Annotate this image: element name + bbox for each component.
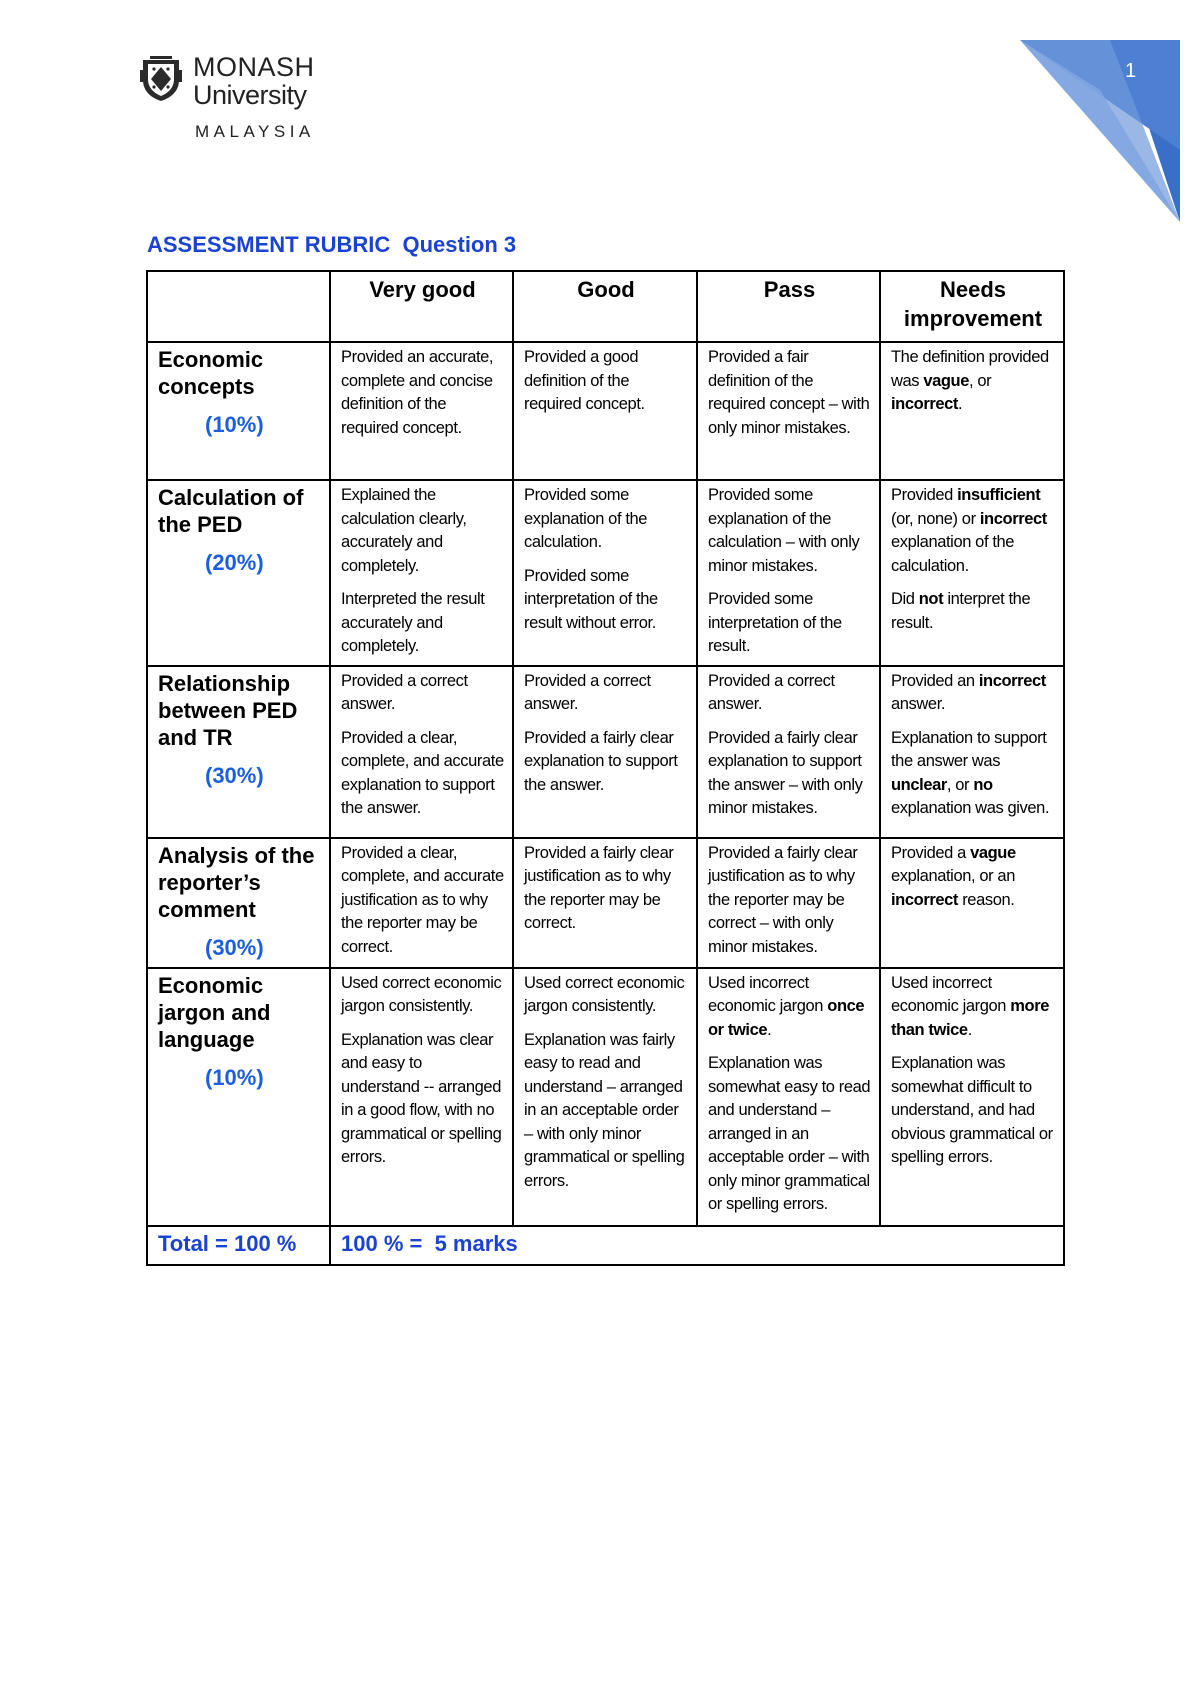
rubric-table	[146, 270, 1065, 1266]
rubric-row	[147, 838, 1064, 968]
descriptor-cell	[697, 838, 880, 968]
page-title: ASSESSMENT RUBRIC Question 3	[147, 232, 517, 257]
page-number: 1	[1125, 60, 1137, 82]
descriptor-cell	[330, 480, 513, 666]
descriptor-text: Provided a correct answer.	[524, 671, 651, 713]
descriptor-cell	[880, 838, 1064, 968]
criterion-weight: (10%)	[205, 1064, 264, 1090]
header-row	[147, 271, 1064, 342]
criterion-cell	[147, 342, 330, 480]
criterion-weight: (30%)	[205, 762, 264, 788]
descriptor-cell	[513, 480, 697, 666]
descriptor-text: Provided some explanation of the calculation.	[524, 486, 648, 551]
descriptor-text: Provided a fairly clear explanation to support the answer – with only minor mistakes.	[708, 728, 863, 817]
descriptor-text: Used correct economic jargon consistently.	[524, 973, 685, 1015]
descriptor-text: Provided a correct answer.	[708, 671, 835, 713]
descriptor-text: Provided an accurate, complete and concise definition of the required concept.	[341, 348, 494, 437]
descriptor-cell	[330, 666, 513, 838]
descriptor-text: Interpreted the result accurately and completely.	[341, 590, 485, 655]
descriptor-cell	[697, 342, 880, 480]
descriptor-text: Provided a fairly clear justification as to why the reporter may be correct.	[524, 843, 674, 932]
criterion-cell	[147, 968, 330, 1226]
descriptor-cell	[880, 968, 1064, 1226]
descriptor-text: Used incorrect economic jargon more than twice.	[891, 973, 1050, 1039]
criterion-weight: (10%)	[205, 412, 264, 437]
total-row	[147, 1226, 1064, 1265]
corner-decoration	[900, 0, 1200, 230]
header-empty	[147, 271, 330, 342]
criterion-name: Economic jargon and language	[158, 972, 271, 1052]
descriptor-text: Provided a clear, complete, and accurate justification as to why the reporter may be correct.	[341, 843, 504, 956]
header-needs-improvement: Needs improvement	[880, 271, 1064, 342]
monash-logo	[140, 52, 340, 152]
total-label: Total = 100 %	[147, 1226, 330, 1265]
descriptor-cell	[513, 968, 697, 1226]
rubric-row	[147, 666, 1064, 838]
header-good: Good	[513, 271, 697, 342]
descriptor-text: Provided an incorrect answer.	[891, 671, 1046, 713]
descriptor-cell	[880, 480, 1064, 666]
descriptor-text: Used correct economic jargon consistently.	[341, 973, 502, 1015]
rubric-row	[147, 480, 1064, 666]
crest-icon	[140, 56, 182, 102]
descriptor-text: Provided a fair definition of the required concept – with only minor mistakes.	[708, 348, 870, 437]
criterion-weight: (30%)	[205, 934, 264, 960]
criterion-cell	[147, 480, 330, 666]
descriptor-text: Provided a clear, complete, and accurate explanation to support the answer.	[341, 728, 504, 817]
descriptor-text: Provided a fairly clear explanation to support the answer.	[524, 728, 678, 794]
descriptor-text: Provided a correct answer.	[341, 671, 468, 713]
descriptor-text: Provided a fairly clear justification as to why the reporter may be correct – with only minor mistakes.	[708, 843, 858, 956]
criterion-cell	[147, 666, 330, 838]
criterion-name: Relationship between PED and TR	[158, 670, 298, 750]
header-very-good: Very good	[330, 271, 513, 342]
criterion-weight: (20%)	[205, 550, 264, 575]
descriptor-cell	[330, 342, 513, 480]
descriptor-cell	[880, 666, 1064, 838]
descriptor-cell	[330, 968, 513, 1226]
descriptor-text: Provided insufficient (or, none) or incorrect explanation of the calculation.	[891, 486, 1047, 575]
descriptor-text: Provided a good definition of the required concept.	[524, 348, 645, 413]
descriptor-text: The definition provided was vague, or incorrect.	[891, 348, 1049, 413]
descriptor-cell	[513, 342, 697, 480]
descriptor-cell	[513, 666, 697, 838]
descriptor-text: Explanation was clear and easy to understand -- arranged in a good flow, with no grammatical or spelling errors.	[341, 1030, 502, 1166]
rubric-row	[147, 968, 1064, 1226]
descriptor-text: Used incorrect economic jargon once or twice.	[708, 973, 865, 1039]
descriptor-text: Explanation was somewhat difficult to understand, and had obvious grammatical or spelling errors.	[891, 1054, 1053, 1166]
descriptor-cell	[697, 968, 880, 1226]
descriptor-text: Provided some explanation of the calculation – with only minor mistakes.	[708, 486, 860, 575]
descriptor-text: Explanation was somewhat easy to read and understand – arranged in an acceptable order – with only minor grammatical or spelling errors.	[708, 1054, 871, 1213]
descriptor-cell	[697, 480, 880, 666]
criterion-name: Calculation of the PED	[158, 485, 304, 537]
descriptor-cell	[513, 838, 697, 968]
descriptor-cell	[697, 666, 880, 838]
header-pass: Pass	[697, 271, 880, 342]
descriptor-text: Provided a vague explanation, or an incorrect reason.	[891, 843, 1016, 909]
logo-text-malaysia: MALAYSIA	[195, 122, 315, 141]
criterion-name: Analysis of the reporter’s comment	[158, 842, 315, 922]
logo-text-university: University	[193, 80, 307, 110]
descriptor-cell	[880, 342, 1064, 480]
descriptor-cell	[330, 838, 513, 968]
logo-text-monash: MONASH	[193, 52, 315, 82]
criterion-cell	[147, 838, 330, 968]
criterion-name: Economic concepts	[158, 347, 264, 399]
descriptor-text: Provided some interpretation of the result without error.	[524, 566, 658, 632]
descriptor-text: Provided some interpretation of the result.	[708, 590, 842, 655]
descriptor-text: Explanation was fairly easy to read and understand – arranged in an acceptable order – with only minor grammatical or spelling errors.	[524, 1030, 685, 1190]
descriptor-text: Explained the calculation clearly, accurately and completely.	[341, 486, 467, 575]
total-value: 100 % = 5 marks	[330, 1226, 1064, 1265]
descriptor-text: Did not interpret the result.	[891, 590, 1031, 632]
rubric-row	[147, 342, 1064, 480]
descriptor-text: Explanation to support the answer was unclear, or no explanation was given.	[891, 728, 1050, 817]
